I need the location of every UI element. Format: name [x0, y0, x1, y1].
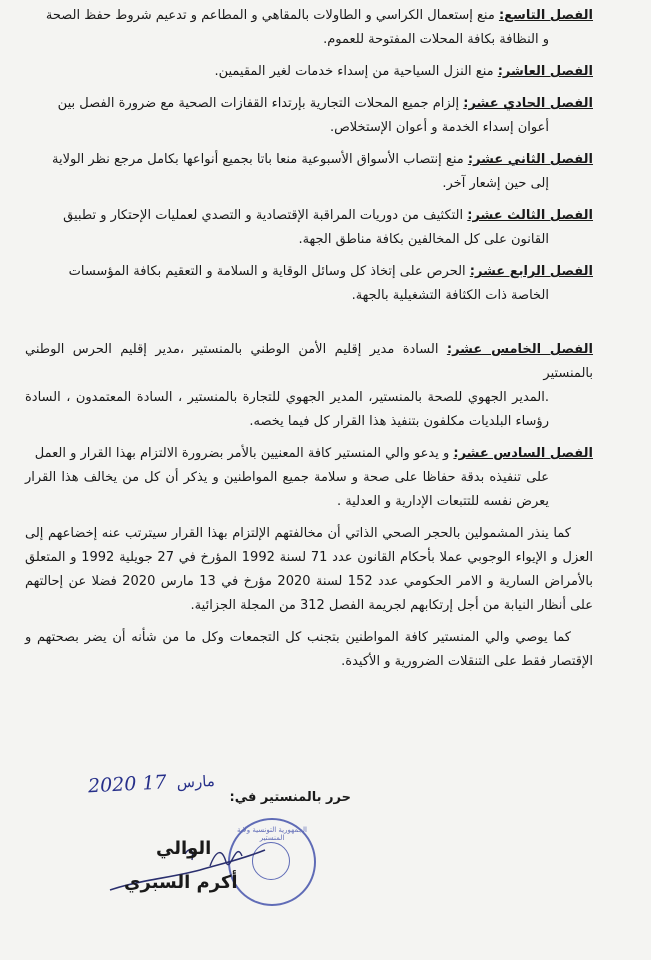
quarantine-warning-paragraph: كما ينذر المشمولين بالحجر الصحي الذاتي أن مخالفتهم الإلتزام بهذا القرار سيترتب عنه إخضاعهم إلى العزل و الإيواء الوجوبي عملا بأحكام القانون عدد 71 لسنة 1992 المؤرخ في 27 جويلية 1992 و المتعلق بالأمراض السارية و الامر الحكومي عدد 152 لسنة 2020 مؤرخ في 13 مارس 2020 فضلا عن إحالتهم على أنظار النيابة من أجل إرتكابهم لجريمة الفصل 312 من المجلة الجزائية. — [25, 526, 593, 613]
article-continuation: الخاصة ذات الكثافة التشغيلية بالجهة. — [351, 288, 549, 303]
article-text: منع النزل السياحية من إسداء خدمات لغير المقيمين. — [214, 64, 494, 79]
article-continuation: أعوان إسداء الخدمة و أعوان الإستخلاص. — [329, 120, 549, 135]
article-label: الفصل الثالث عشر: — [467, 208, 593, 223]
article-label: الفصل التاسع: — [498, 8, 593, 23]
article-label: الفصل الخامس عشر: — [446, 342, 593, 357]
date-month: مارس — [176, 771, 216, 792]
handwritten-signature — [90, 820, 300, 910]
article-label: الفصل الحادي عشر: — [463, 96, 593, 111]
article-10 — [25, 60, 593, 84]
article-13 — [25, 204, 593, 252]
article-16 — [25, 442, 593, 514]
decree-text — [25, 4, 593, 680]
article-text: و يدعو والي المنستير كافة المعنيين بالأمر بضرورة الالتزام بهذا القرار و العمل — [34, 446, 450, 461]
governor-name: أكرم السبري — [124, 872, 238, 893]
article-label: الفصل الثاني عشر: — [467, 152, 593, 167]
article-text: الحرص على إتخاذ كل وسائل الوقاية و السلامة و التعقيم بكافة المؤسسات — [68, 264, 466, 279]
article-12 — [25, 148, 593, 196]
signed-at-label: حرر بالمنستير في: — [229, 790, 351, 805]
article-9 — [25, 4, 593, 52]
article-label: الفصل العاشر: — [497, 64, 593, 79]
article-text: التكثيف من دوريات المراقبة الإقتصادية و التصدي لعمليات الإحتكار و تطبيق — [63, 208, 464, 223]
article-text: منع إستعمال الكراسي و الطاولات بالمقاهي و المطاعم و تدعيم شروط حفظ الصحة — [45, 8, 495, 23]
article-11 — [25, 92, 593, 140]
article-14 — [25, 260, 593, 308]
citizen-recommendation-paragraph: كما يوصي والي المنستير كافة المواطنين بتجنب كل التجمعات وكل ما من شأنه أن يضر بصحتهم و الإقتصار فقط على التنقلات الضرورية و الأكيدة. — [25, 630, 593, 669]
handwritten-date — [88, 769, 220, 798]
article-continuation: و النظافة بكافة المحلات المفتوحة للعموم. — [323, 32, 549, 47]
article-continuation: على تنفيذه بدقة حفاظا على صحة و سلامة جميع المواطنين و يذكر أن كل من يخالف هذا القرار يعرض نفسه للتتبعات الإدارية و العدلية . — [25, 470, 549, 509]
article-text: منع إنتصاب الأسواق الأسبوعية منعا باتا بجميع أنواعها بكامل مرجع نظر الولاية — [51, 152, 464, 167]
article-continuation: إلى حين إشعار آخر. — [442, 176, 549, 191]
article-label: الفصل السادس عشر: — [453, 446, 593, 461]
stamp-lettering: الجمهورية التونسية ولاية المنستير — [237, 826, 307, 842]
article-text: إلزام جميع المحلات التجارية بإرتداء القفازات الصحية مع ضرورة الفصل بين — [57, 96, 460, 111]
article-text: السادة مدير إقليم الأمن الوطني بالمنستير ،مدير إقليم الحرس الوطني بالمنستير — [25, 342, 593, 381]
governor-title: الوالي — [156, 838, 212, 859]
article-continuation: القانون على كل المخالفين بكافة مناطق الجهة. — [298, 232, 549, 247]
article-continuation: .المدير الجهوي للصحة بالمنستير، المدير الجهوي للتجارة بالمنستير ، السادة المعتمدون ، السادة رؤساء البلديات مكلفون بتنفيذ هذا القرار كل فيما يخصه. — [25, 390, 549, 429]
date-day: 17 — [141, 771, 168, 795]
date-year: 2020 — [87, 772, 137, 798]
article-label: الفصل الرابع عشر: — [469, 264, 593, 279]
article-15 — [25, 338, 593, 434]
